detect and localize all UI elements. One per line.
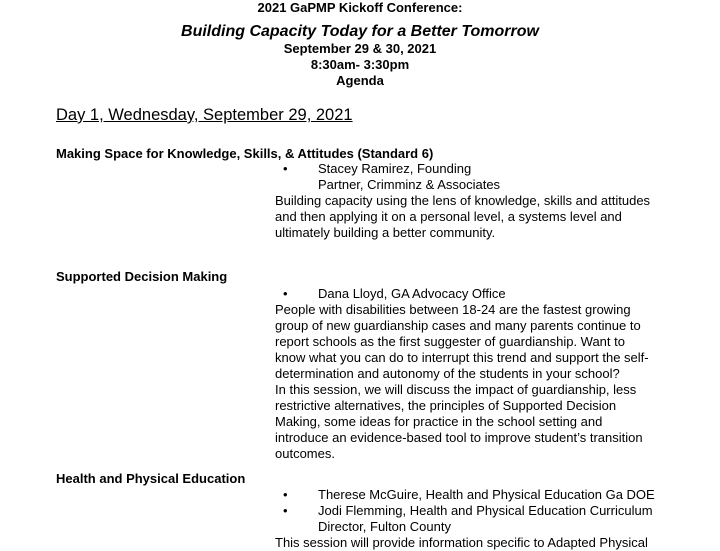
session-description-line: Making, some ideas for practice in the school setting and [275, 414, 603, 429]
speaker-name: Stacey Ramirez, Founding [318, 161, 472, 176]
session-description-line: introduce an evidence-based tool to improve student’s transition [275, 430, 643, 445]
speaker-name: Dana Lloyd, GA Advocacy Office [318, 286, 506, 301]
bullet-icon: • [283, 286, 288, 301]
session-description-line: group of new guardianship cases and many parents continue to [275, 318, 641, 333]
conference-dates: September 29 & 30, 2021 [283, 41, 437, 56]
session-description-line: In this session, we will discuss the impact of guardianship, less [275, 382, 637, 397]
speaker [283, 161, 472, 177]
bullet-icon: • [283, 487, 288, 502]
speaker [283, 286, 506, 302]
speaker-affiliation: Director, Fulton County [318, 519, 451, 534]
session-description-line: know what you can do to interrupt this trend and support the self- [275, 350, 649, 365]
bullet-icon: • [283, 161, 288, 176]
session-description-line: This session will provide information specific to Adapted Physical [275, 535, 648, 550]
session-description-line: Building capacity using the lens of knowledge, skills and attitudes [275, 193, 651, 208]
conference-name: 2021 GaPMP Kickoff Conference: [257, 0, 463, 15]
speaker [283, 503, 653, 519]
session-description-line: People with disabilities between 18-24 are the fastest growing [275, 302, 631, 317]
day-1-heading: Day 1, Wednesday, September 29, 2021 [56, 106, 353, 124]
speaker-affiliation: Partner, Crimminz & Associates [318, 177, 501, 192]
conference-theme: Building Capacity Today for a Better Tomorrow [181, 23, 539, 40]
speaker-name: Therese McGuire, Health and Physical Education Ga DOE [318, 487, 655, 502]
session-title: Health and Physical Education [56, 471, 246, 486]
conference-time: 8:30am- 3:30pm [310, 57, 410, 72]
session-title: Supported Decision Making [56, 269, 228, 284]
session-title: Making Space for Knowledge, Skills, & Attitudes (Standard 6) [56, 146, 434, 161]
session-description-line: and then applying it on a personal level, a systems level and [275, 209, 622, 224]
session-description-line: restrictive alternatives, the principles of Supported Decision [275, 398, 617, 413]
session-description-line: ultimately building a better community. [275, 225, 496, 240]
speaker-name: Jodi Flemming, Health and Physical Education Curriculum [318, 503, 653, 518]
bullet-icon: • [283, 503, 288, 518]
session-description-line: outcomes. [275, 446, 335, 461]
speaker [283, 487, 655, 503]
agenda-label: Agenda [336, 73, 384, 88]
session-description-line: determination and autonomy of the students in your school? [275, 366, 620, 381]
session-description-line: report schools as the first suggester of guardianship. Want to [275, 334, 625, 349]
